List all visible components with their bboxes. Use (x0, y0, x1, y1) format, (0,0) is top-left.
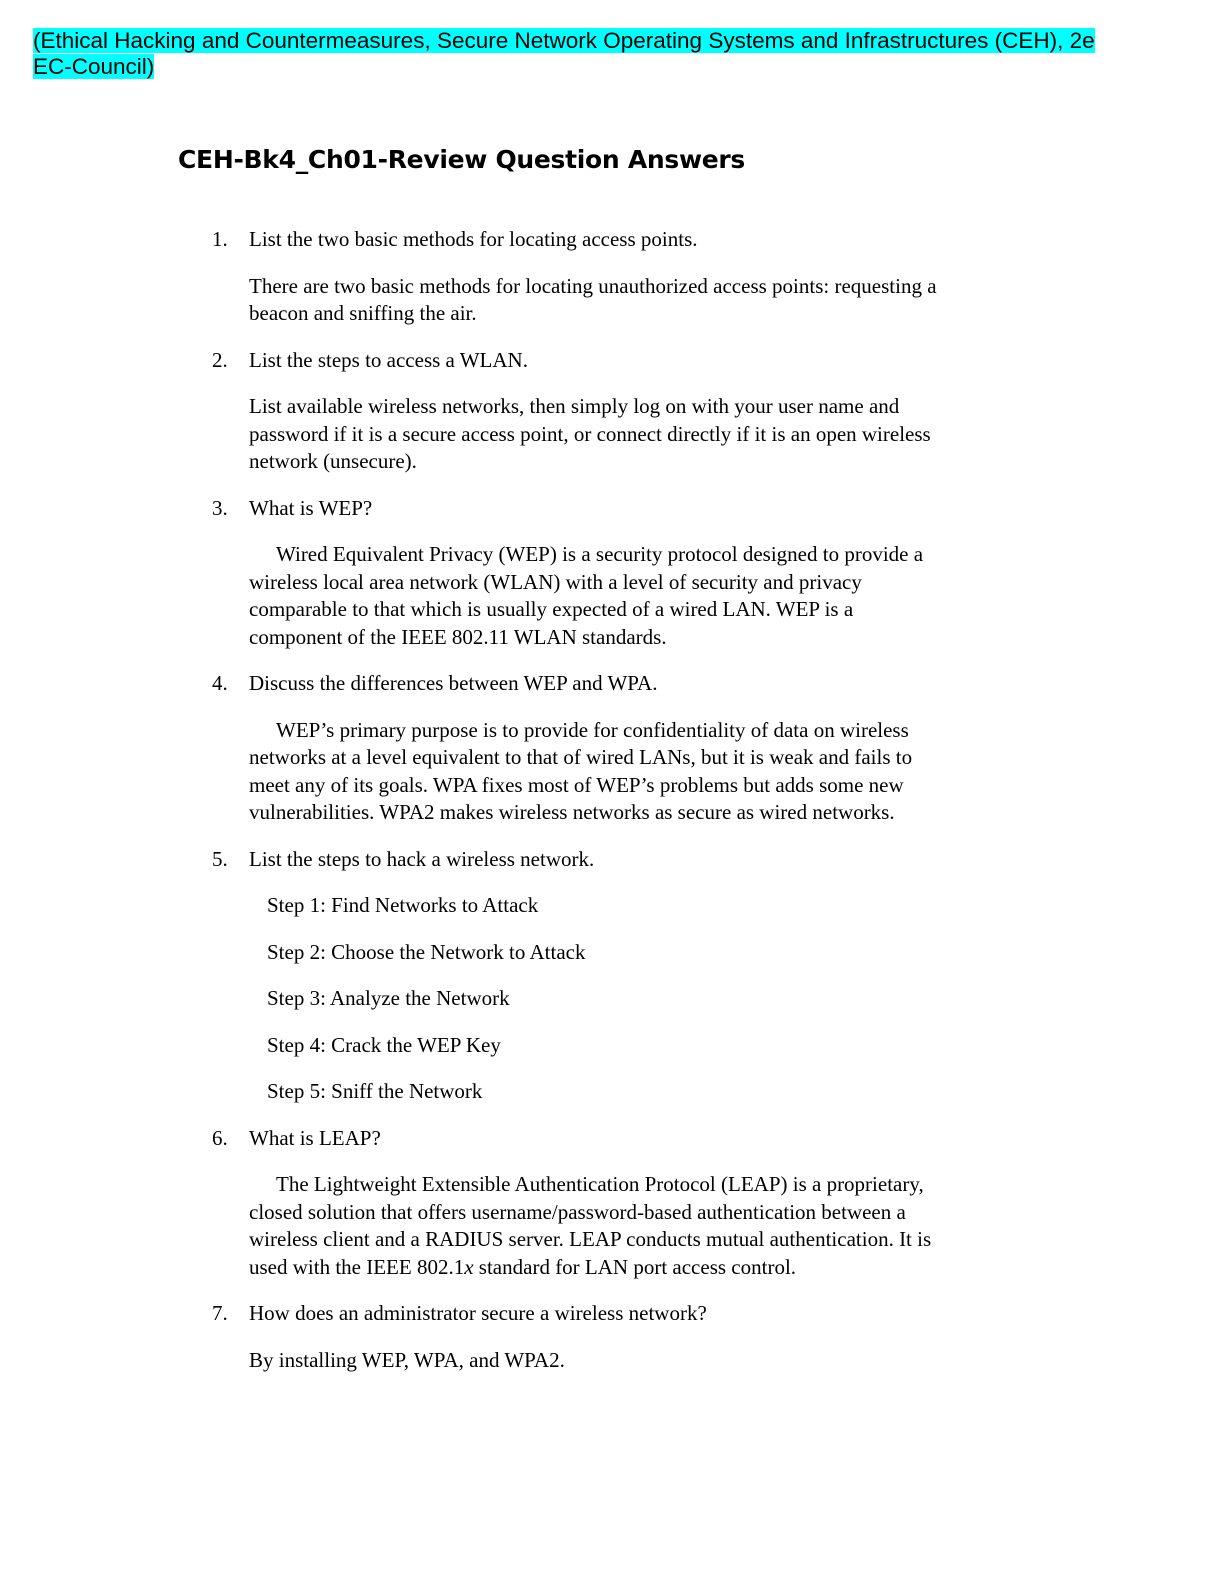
answer-text: By installing WEP, WPA, and WPA2. (249, 1347, 565, 1372)
question-item-7 (212, 1300, 1042, 1374)
question-item-1 (212, 226, 1042, 328)
question-item-6 (212, 1125, 1042, 1282)
answer-text: Wired Equivalent Privacy (WEP) is a security protocol designed to provide a wireless local area network (WLAN) with a level of security and privacy comparable to that which is usually expected of a wired LAN. WEP is a component of the IEEE 802.11 WLAN standards. (249, 542, 924, 649)
question-text: What is WEP? (249, 495, 373, 520)
question-text: List the two basic methods for locating access points. (249, 227, 698, 251)
step-item-2: Step 2: Choose the Network to Attack (267, 939, 586, 964)
question-text: How does an administrator secure a wireless network? (249, 1301, 707, 1325)
question-text: Discuss the differences between WEP and WPA. (249, 671, 658, 695)
source-citation (33, 28, 1183, 80)
answer-text: List available wireless networks, then simply log on with your user name and password if it is a secure access point, or connect directly if it is an open wireless network (unsecure). (249, 394, 931, 473)
step-item-3: Step 3: Analyze the Network (267, 986, 510, 1010)
question-text: What is LEAP? (249, 1125, 381, 1150)
answer-text-main: The Lightweight Extensible Authentication Protocol (LEAP) is a proprietary, closed solution that offers username/password-based authentication between a wireless client and a RADIUS server. LEAP conducts mutual authentication. It is used with the IEEE 802.1 (249, 1172, 932, 1279)
question-text: List the steps to access a WLAN. (249, 347, 528, 372)
source-line-2: EC-Council) (33, 54, 155, 79)
source-line-1: (Ethical Hacking and Countermeasures, Secure Network Operating Systems and Infrastructures (CEH), 2e (33, 28, 1095, 53)
question-item-3 (212, 495, 1042, 652)
hacking-steps-list (267, 892, 1042, 1106)
answer-text: There are two basic methods for locating unauthorized access points: requesting a beacon and sniffing the air. (249, 273, 937, 325)
step-item-4: Step 4: Crack the WEP Key (267, 1032, 501, 1057)
answer-text-italic: x (464, 1254, 474, 1279)
question-number: 4. (212, 671, 228, 695)
question-number: 1. (212, 227, 228, 251)
answer-text-end: standard for LAN port access control. (473, 1254, 797, 1279)
question-number: 6. (212, 1125, 228, 1150)
question-number: 3. (212, 495, 228, 520)
question-text: List the steps to hack a wireless network. (249, 846, 595, 871)
question-item-5 (212, 846, 1042, 1106)
answer-text (249, 1171, 1042, 1281)
answer-text: WEP’s primary purpose is to provide for confidentiality of data on wireless networks at a level equivalent to that of wired LANs, but it is weak and fails to meet any of its goals. WPA fixes most of WEP’s problems but adds some new vulnerabilities. WPA2 makes wireless networks as secure as wired networks. (249, 717, 913, 824)
page-title: CEH-Bk4_Ch01-Review Question Answers (178, 145, 746, 174)
question-item-4 (212, 670, 1042, 827)
question-number: 2. (212, 347, 228, 372)
question-number: 7. (212, 1301, 228, 1325)
step-item-5: Step 5: Sniff the Network (267, 1079, 483, 1103)
step-item-1: Step 1: Find Networks to Attack (267, 893, 539, 917)
review-question-list (212, 226, 1042, 1393)
question-number: 5. (212, 846, 228, 871)
question-item-2 (212, 347, 1042, 476)
